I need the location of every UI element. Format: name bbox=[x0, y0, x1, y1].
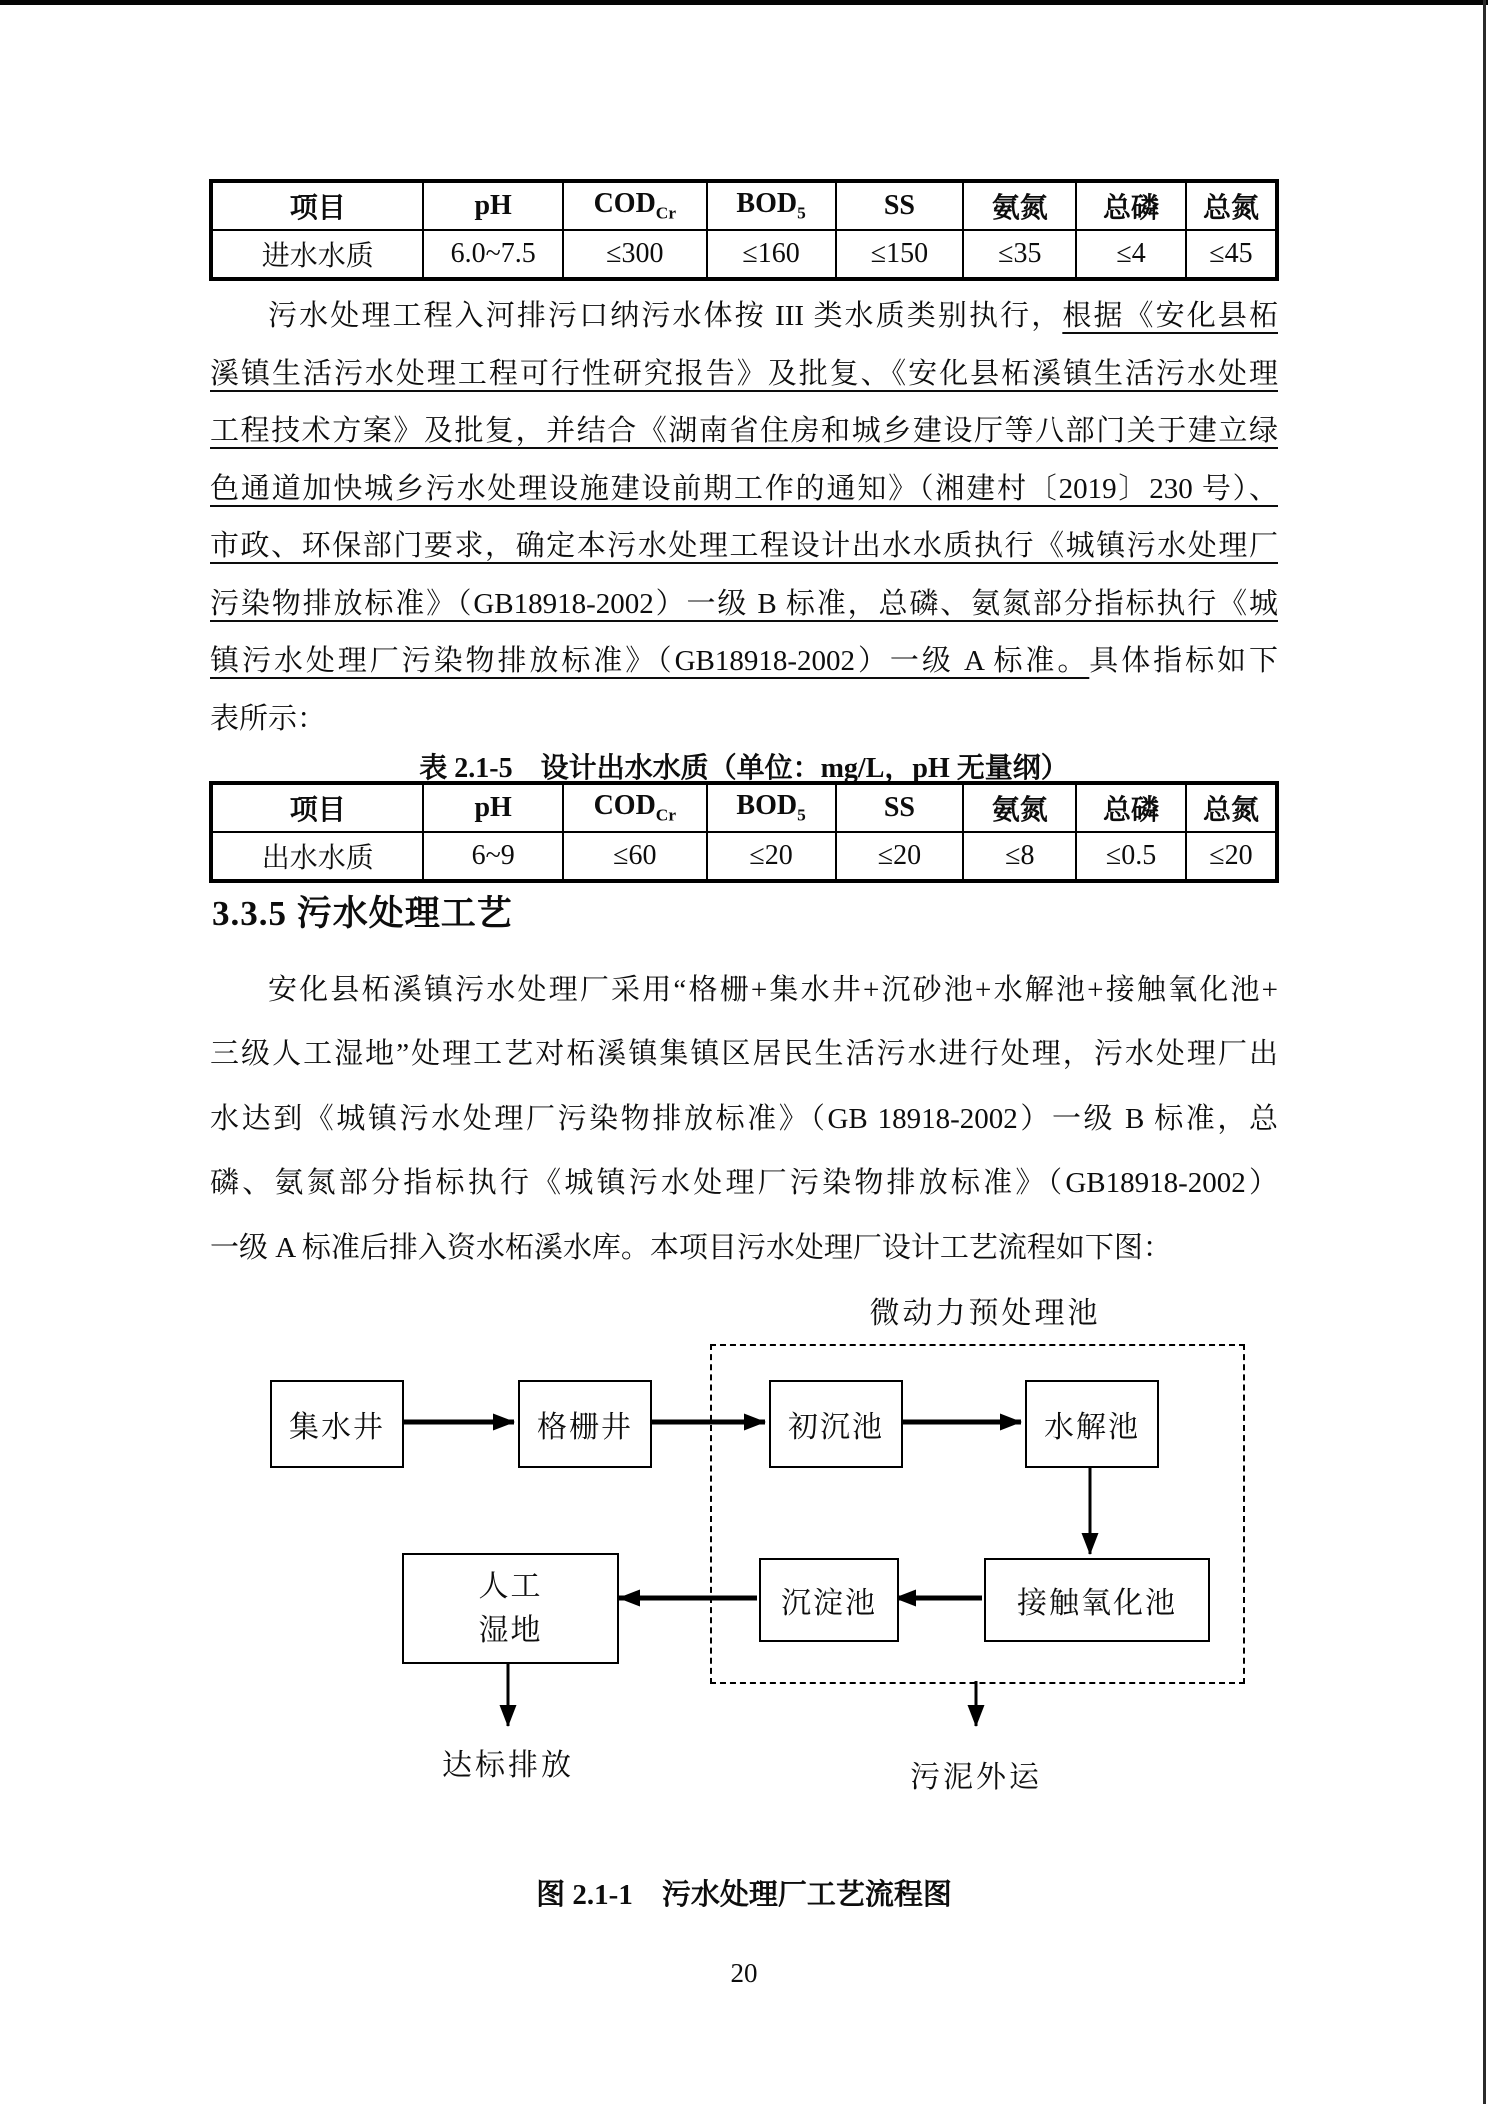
flow-arrows bbox=[0, 1280, 1488, 1825]
col-header: SS bbox=[836, 182, 964, 231]
col-header: 氨氮 bbox=[963, 784, 1076, 833]
node-constructed-wetland bbox=[402, 1553, 619, 1664]
table-row bbox=[212, 230, 1277, 279]
figure-caption: 图 2.1-1 污水处理厂工艺流程图 bbox=[536, 1879, 952, 1911]
text-line: 磷、氨氮部分指标执行《城镇污水处理厂污染物排放标准》（GB18918-2002） bbox=[210, 1167, 1278, 1200]
body-paragraph-standards bbox=[210, 288, 1278, 748]
node-label-line: 湿地 bbox=[478, 1613, 543, 1647]
process-flow-diagram bbox=[0, 1280, 1488, 1825]
node-screen-well: 格栅井 bbox=[518, 1380, 652, 1468]
label-sludge-transport: 污泥外运 bbox=[910, 1761, 1042, 1794]
col-header: 项目 bbox=[212, 784, 424, 833]
col-header: 总磷 bbox=[1076, 784, 1186, 833]
label-compliant-discharge: 达标排放 bbox=[442, 1749, 574, 1782]
col-header: pH bbox=[423, 784, 563, 833]
cell: ≤60 bbox=[563, 832, 707, 881]
text-line: 安化县柘溪镇污水处理厂采用“格栅+集水井+沉砂池+水解池+接触氧化池+ bbox=[268, 974, 1278, 1006]
text-line: 镇污水处理厂污染物排放标准》（GB18918-2002）一级 A 标准。具体指标如下 bbox=[210, 645, 1278, 677]
node-primary-sedimentation: 初沉池 bbox=[769, 1380, 903, 1468]
col-header: pH bbox=[423, 182, 563, 231]
node-sedimentation-tank: 沉淀池 bbox=[759, 1558, 899, 1642]
col-header: $BOD_5$ bbox=[707, 182, 836, 231]
text-line: 表所示： bbox=[210, 702, 327, 735]
table-caption: 表 2.1-5 设计出水水质（单位：mg/L，pH 无量纲） bbox=[419, 753, 1069, 784]
node-collection-well: 集水井 bbox=[270, 1380, 404, 1468]
cell: ≤8 bbox=[963, 832, 1076, 881]
scan-edge-top bbox=[0, 0, 1488, 5]
col-header: 总氮 bbox=[1186, 182, 1277, 231]
col-header: 项目 bbox=[212, 182, 424, 231]
influent-quality-table bbox=[210, 180, 1278, 280]
table-header-row bbox=[212, 784, 1277, 833]
text-line: 污染物排放标准》（GB18918-2002）一级 B 标准，总磷、氨氮部分指标执行《城 bbox=[210, 587, 1278, 620]
cell: 进水水质 bbox=[212, 230, 424, 279]
table-header-row bbox=[212, 182, 1277, 231]
col-header: SS bbox=[836, 784, 964, 833]
node-label-line: 人工 bbox=[478, 1569, 543, 1603]
col-header: $COD_{Cr}$ bbox=[563, 784, 707, 833]
group-label-pretreatment: 微动力预处理池 bbox=[869, 1297, 1101, 1330]
page-number: 20 bbox=[730, 1958, 758, 1988]
section-heading: 3.3.5 污水处理工艺 bbox=[212, 894, 513, 933]
text-line: 污水处理工程入河排污口纳污水体按 III 类水质类别执行，根据《安化县柘 bbox=[268, 300, 1278, 332]
body-paragraph-process bbox=[210, 958, 1278, 1280]
col-header: $COD_{Cr}$ bbox=[563, 182, 707, 231]
cell: ≤160 bbox=[707, 230, 836, 279]
node-hydrolysis-tank: 水解池 bbox=[1025, 1380, 1159, 1468]
node-contact-oxidation-tank: 接触氧化池 bbox=[984, 1558, 1210, 1642]
text-line: 一级 A 标准后排入资水柘溪水库。本项目污水处理厂设计工艺流程如下图： bbox=[210, 1231, 1172, 1264]
cell: 6.0~7.5 bbox=[423, 230, 563, 279]
text-line: 三级人工湿地”处理工艺对柘溪镇集镇区居民生活污水进行处理，污水处理厂出 bbox=[210, 1038, 1278, 1071]
col-header: 氨氮 bbox=[963, 182, 1076, 231]
cell: ≤35 bbox=[963, 230, 1076, 279]
cell: ≤300 bbox=[563, 230, 707, 279]
text-line: 溪镇生活污水处理工程可行性研究报告》及批复、《安化县柘溪镇生活污水处理 bbox=[210, 357, 1278, 390]
text-line: 水达到《城镇污水处理厂污染物排放标准》（GB 18918-2002）一级 B 标准，总 bbox=[210, 1102, 1278, 1135]
cell: 6~9 bbox=[423, 832, 563, 881]
cell: ≤20 bbox=[707, 832, 836, 881]
col-header: $BOD_5$ bbox=[707, 784, 836, 833]
text-line: 色通道加快城乡污水处理设施建设前期工作的通知》（湘建村〔2019〕230 号）、 bbox=[210, 472, 1278, 505]
cell: ≤20 bbox=[836, 832, 964, 881]
cell: ≤150 bbox=[836, 230, 964, 279]
cell: ≤4 bbox=[1076, 230, 1186, 279]
effluent-quality-table bbox=[210, 782, 1278, 882]
cell: ≤0.5 bbox=[1076, 832, 1186, 881]
cell: ≤20 bbox=[1186, 832, 1277, 881]
col-header: 总氮 bbox=[1186, 784, 1277, 833]
col-header: 总磷 bbox=[1076, 182, 1186, 231]
table-row bbox=[212, 832, 1277, 881]
cell: 出水水质 bbox=[212, 832, 424, 881]
cell: ≤45 bbox=[1186, 230, 1277, 279]
text-line: 工程技术方案》及批复，并结合《湖南省住房和城乡建设厅等八部门关于建立绿 bbox=[210, 415, 1278, 447]
text-line: 市政、环保部门要求，确定本污水处理工程设计出水水质执行《城镇污水处理厂 bbox=[210, 530, 1278, 562]
